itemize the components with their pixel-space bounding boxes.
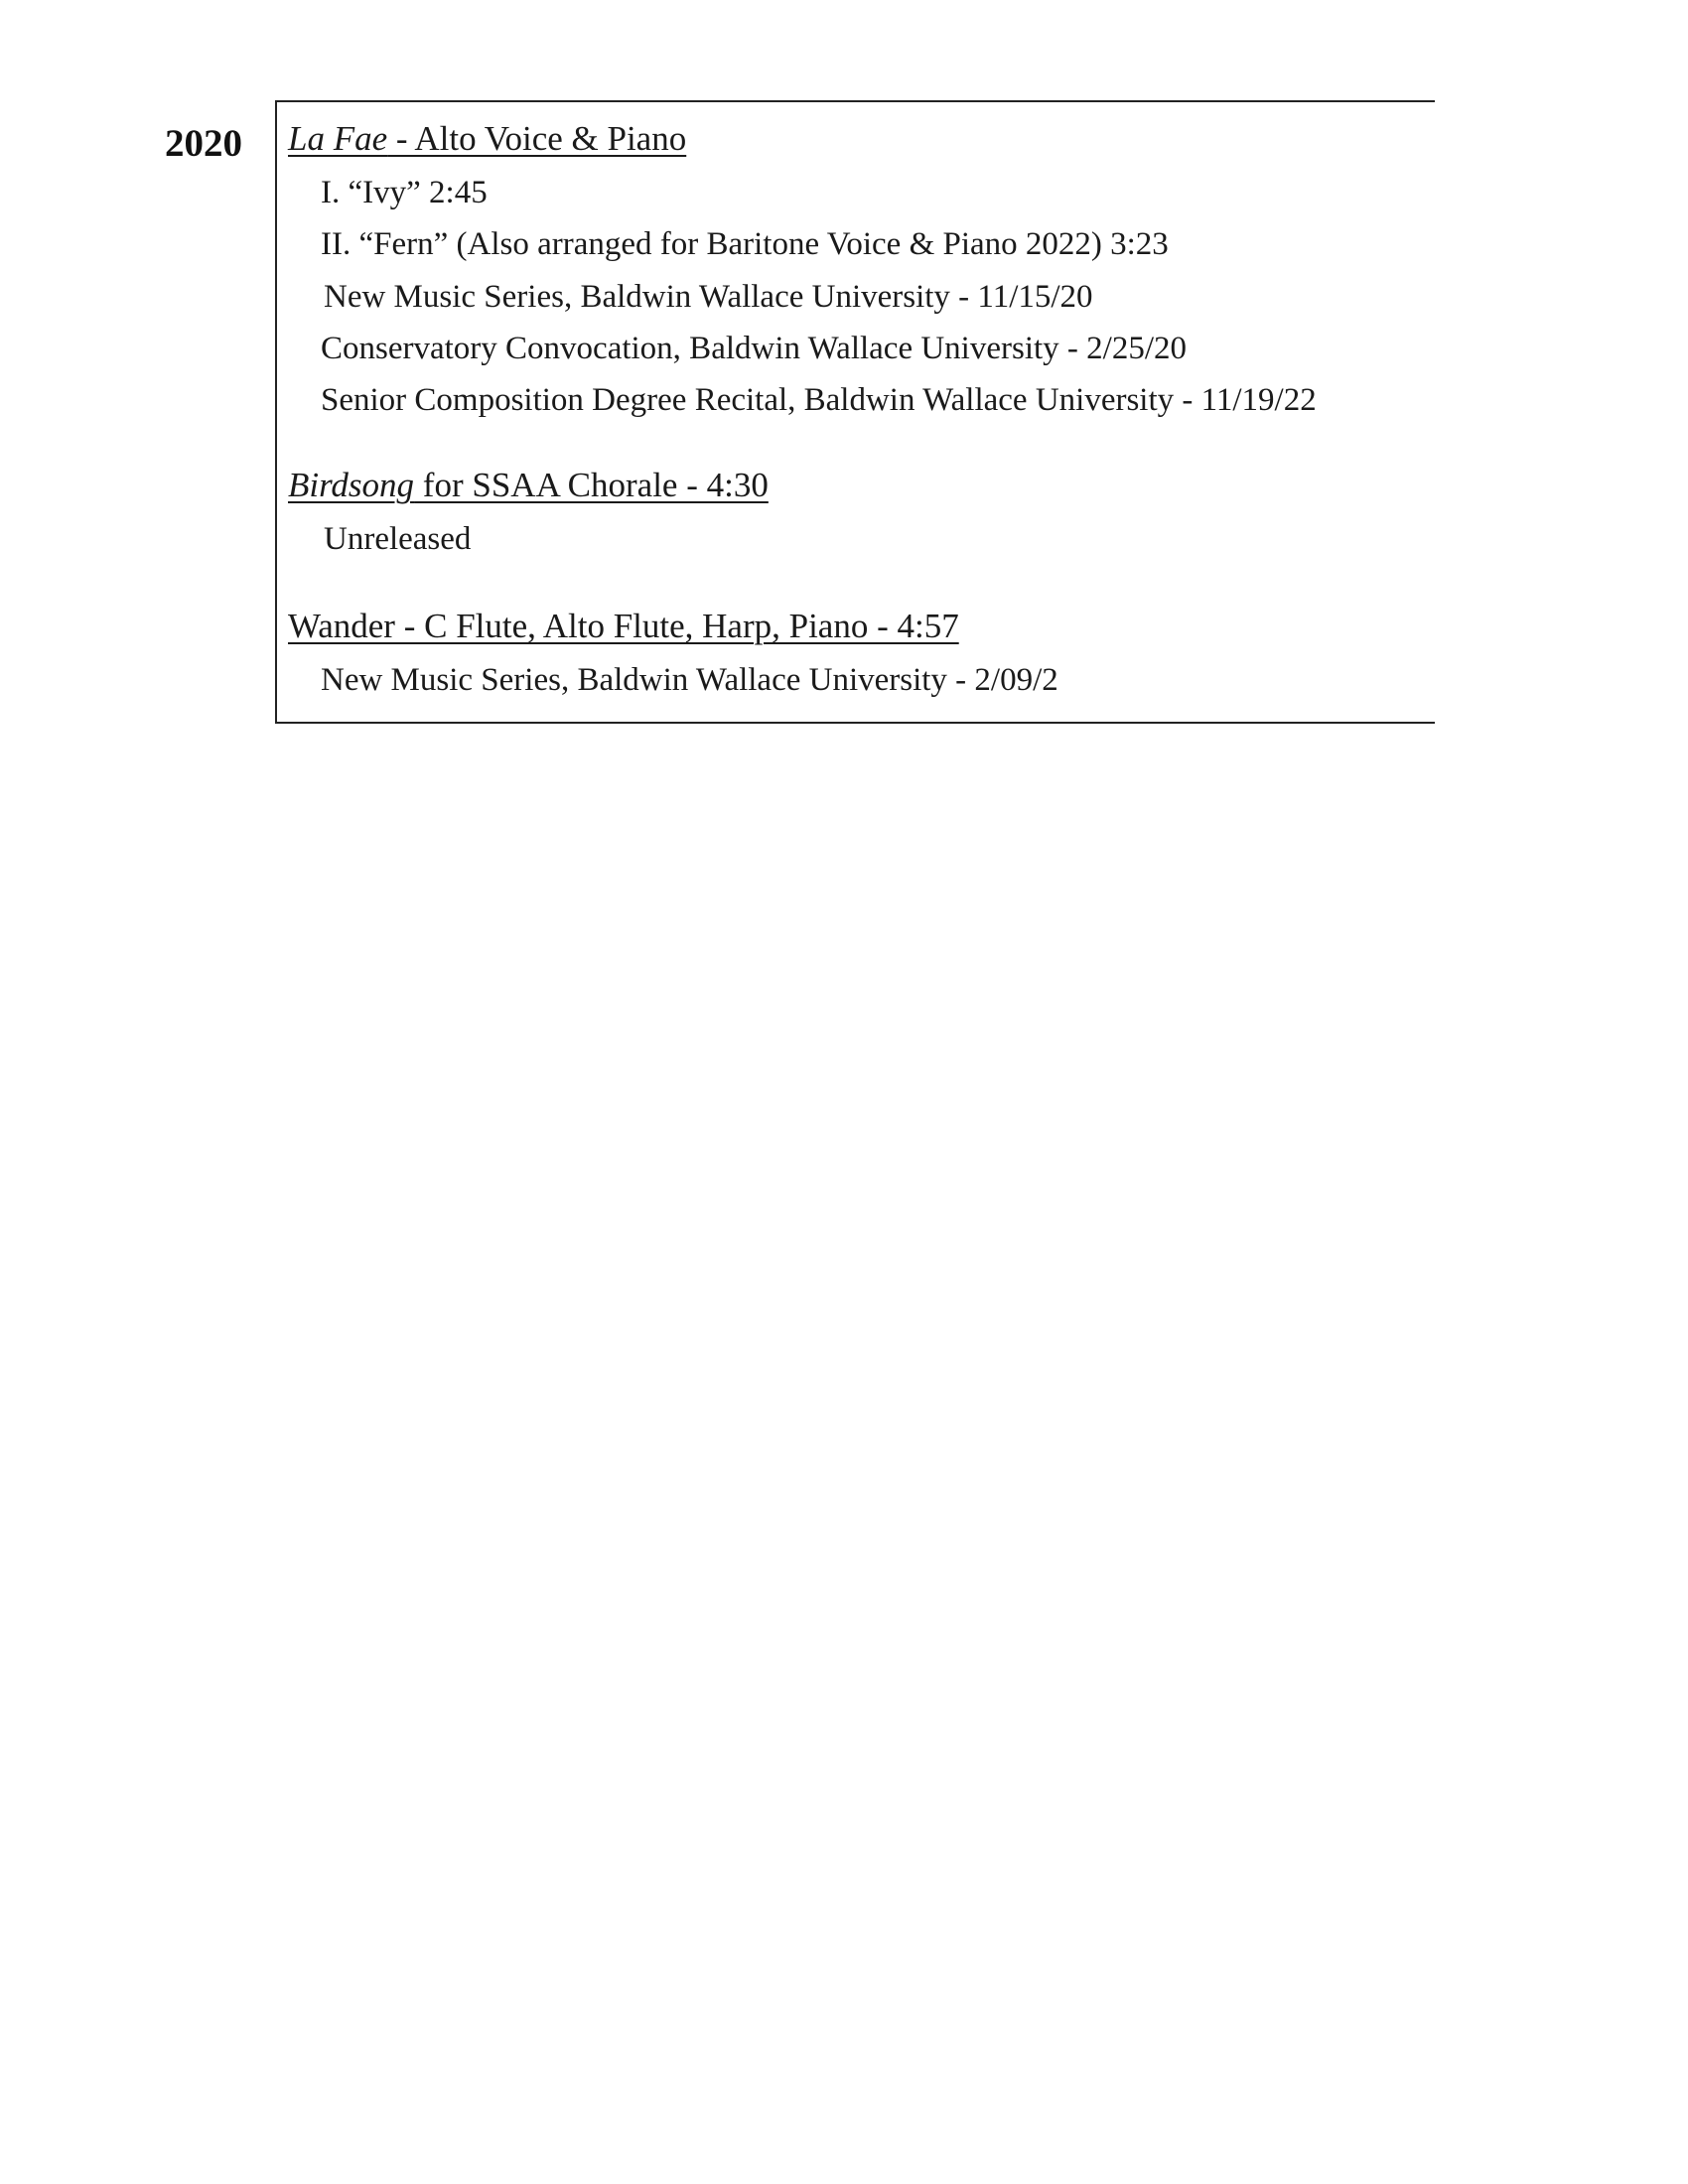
- movement-line: I. “Ivy” 2:45: [321, 175, 488, 210]
- performance-line: Senior Composition Degree Recital, Baldwin Wallace University - 11/19/22: [321, 382, 1317, 418]
- work-title: [288, 466, 769, 505]
- work-title-rest: for SSAA Chorale - 4:30: [414, 466, 769, 504]
- work-title: [288, 607, 959, 646]
- performance-line: Conservatory Convocation, Baldwin Wallace University - 2/25/20: [321, 331, 1187, 366]
- work-title-italic: Birdsong: [288, 466, 415, 504]
- performance-line: New Music Series, Baldwin Wallace University - 2/09/2: [321, 662, 1058, 698]
- work-title: [288, 119, 686, 159]
- work-title-rest: - Alto Voice & Piano: [387, 119, 687, 158]
- performance-line: New Music Series, Baldwin Wallace University - 11/15/20: [324, 279, 1093, 315]
- movement-line: II. “Fern” (Also arranged for Baritone Voice & Piano 2022) 3:23: [321, 226, 1169, 262]
- work-title-italic: La Fae: [288, 119, 388, 158]
- year-label: 2020: [165, 122, 242, 165]
- work-title-rest: Wander - C Flute, Alto Flute, Harp, Piano - 4:57: [288, 607, 959, 645]
- status-line: Unreleased: [324, 521, 472, 557]
